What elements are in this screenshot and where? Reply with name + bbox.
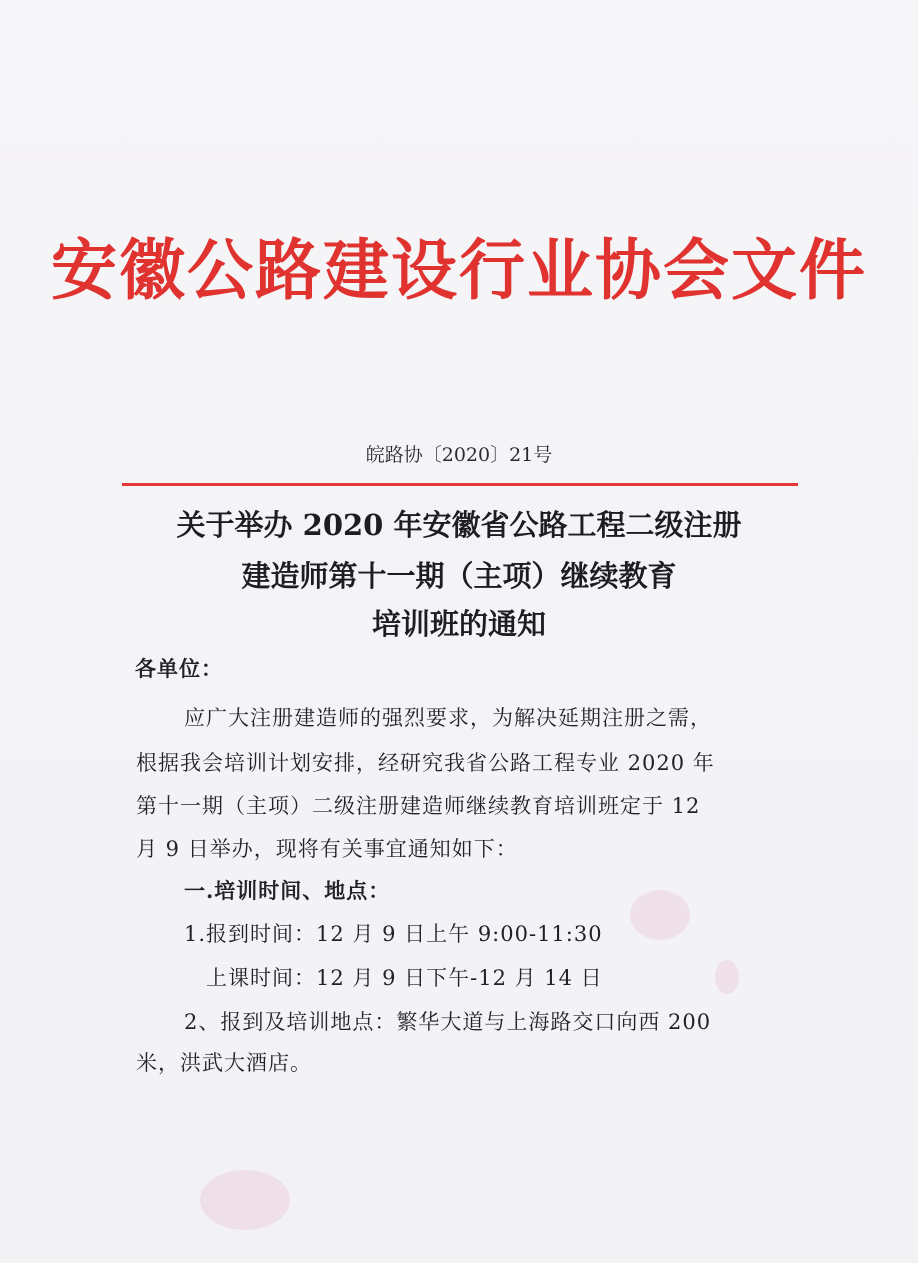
item-2-location-line-2: 米，洪武大酒店。 <box>136 1051 312 1075</box>
red-divider-line <box>122 483 798 486</box>
stamp-bleed-mark <box>715 960 739 994</box>
section-heading-1: 一.培训时间、地点： <box>184 878 391 903</box>
paragraph-line-2: 根据我会培训计划安排，经研究我省公路工程专业 2020 年 <box>136 751 715 775</box>
notice-title-line-2: 建造师第十一期（主项）继续教育 <box>241 559 677 593</box>
paragraph-line-3: 第十一期（主项）二级注册建造师继续教育培训班定于 12 <box>136 794 701 818</box>
item-1-registration-time: 1.报到时间：12 月 9 日上午 9:00-11:30 <box>184 922 603 946</box>
notice-title-line-1: 关于举办 2020 年安徽省公路工程二级注册 <box>176 508 742 542</box>
org-document-header: 安徽公路建设行业协会文件 <box>51 232 867 309</box>
paragraph-line-4: 月 9 日举办，现将有关事宜通知如下： <box>136 837 518 861</box>
salutation: 各单位： <box>135 656 223 681</box>
stamp-bleed-mark <box>200 1170 290 1230</box>
item-2-location-line-1: 2、报到及培训地点：繁华大道与上海路交口向西 200 <box>184 1010 712 1034</box>
item-1-class-time: 上课时间：12 月 9 日下午-12 月 14 日 <box>206 966 603 990</box>
document-number: 皖路协〔2020〕21号 <box>365 444 553 466</box>
notice-title-line-3: 培训班的通知 <box>371 607 546 641</box>
paragraph-line-1: 应广大注册建造师的强烈要求，为解决延期注册之需， <box>184 706 712 730</box>
stamp-bleed-mark <box>630 890 690 940</box>
